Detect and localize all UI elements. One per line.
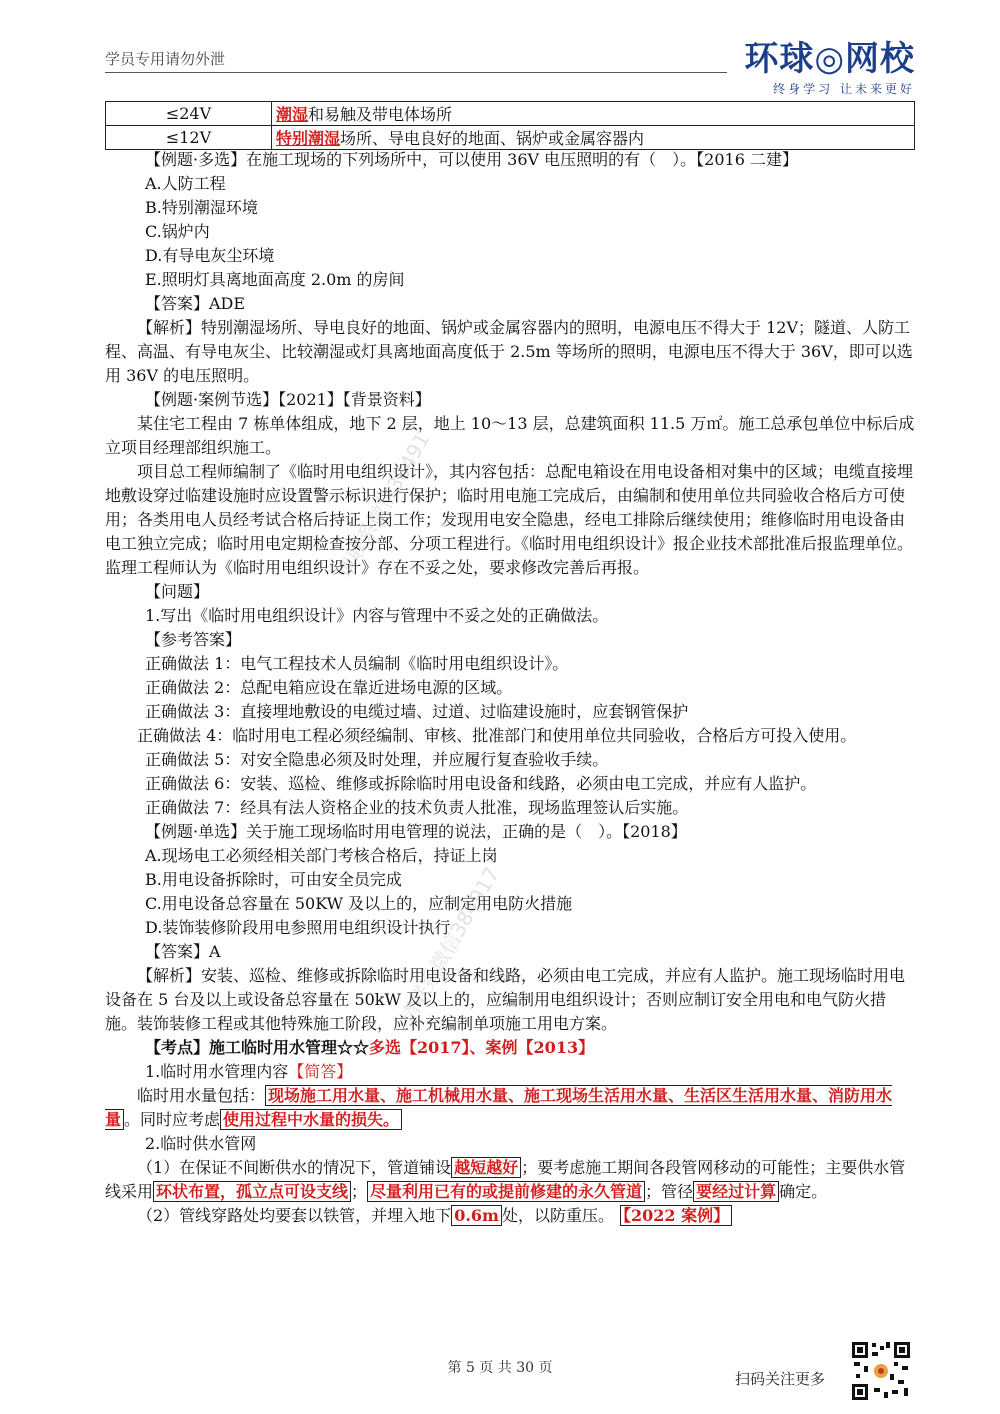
option: C.锅炉内 <box>145 222 210 241</box>
case-paragraph: 项目总工程师编制了《临时用电组织设计》，其内容包括：总配电箱设在用电设备相对集中的区域；电缆直接埋地敷设穿过临建设施时应设置警示标识进行保护；临时用电施工完成后，由编制和使用单位共同验收合格后方可使用；各类用电人员经考试合格后持证上岗工作；发现用电安全隐患，经电工排除后继续使用；维修临时用电设备由电工独立完成；临时用电定期检查按分部、分项工程进行。《临时用电组织设计》报企业技术部批准后报监理单位。监理工程师认为《临时用电组织设计》存在不妥之处，要求修改完善后再报。 <box>105 462 914 577</box>
watermark-text: 请联系微信384917 <box>394 862 504 1028</box>
reference-answer: 正确做法 5：对安全隐患必须及时处理，并应履行复查验收手续。 <box>145 750 609 769</box>
analysis: 【解析】安装、巡检、维修或拆除临时用电设备和线路，必须由电工完成，并应有人监护。施工现场临时用电设备在 5 台及以上或设备总容量在 50kW 及以上的，应编制用电组织设计；否则应制订安全用电和电气防火措施。装饰装修工程或其他特殊施工阶段，应补充编制单项施工用电方案。 <box>105 966 906 1033</box>
reference-answer: 正确做法 1：电气工程技术人员编制《临时用电组织设计》。 <box>145 654 569 673</box>
logo <box>735 40 915 97</box>
reference-answer: 正确做法 2：总配电箱应设在靠近进场电源的区域。 <box>145 678 513 697</box>
table-row <box>106 102 915 126</box>
place-cell <box>272 102 915 126</box>
section-title: 2.临时供水管网 <box>145 1134 257 1153</box>
option: B.特别潮湿环境 <box>145 198 258 217</box>
section-tag: 【简答】 <box>288 1062 353 1081</box>
header-divider <box>105 72 727 73</box>
option: D.装饰装修阶段用电参照用电组织设计执行 <box>145 918 451 937</box>
voltage-table <box>105 101 915 150</box>
qr-caption: 扫码关注更多 <box>735 1370 826 1388</box>
answer: 【答案】ADE <box>145 294 246 313</box>
text: ；管径 <box>645 1182 694 1201</box>
case-title: 【例题·案例节选】【2021】【背景资料】 <box>145 390 431 409</box>
highlight-term: 潮湿 <box>276 105 309 124</box>
pipe-paragraph <box>105 1156 915 1204</box>
logo-title: 环球◎网校 <box>744 39 915 79</box>
place-cell <box>272 126 915 150</box>
text: 确定。 <box>779 1182 828 1201</box>
voltage-cell: ≤12V <box>106 126 272 150</box>
boxed-highlight: 要经过计算 <box>693 1181 779 1202</box>
boxed-highlight: 使用过程中水量的损失。 <box>220 1109 402 1130</box>
boxed-highlight: 尽量利用已有的或提前修建的永久管道 <box>367 1181 645 1202</box>
section-title <box>105 1060 915 1084</box>
kaodian-heading <box>105 1036 915 1060</box>
page-header <box>105 39 915 102</box>
section-title-text: 1.临时用水管理内容 <box>145 1062 289 1081</box>
place-text: 和易触及带电体场所 <box>308 105 453 124</box>
case-paragraph: 某住宅工程由 7 栋单体组成，地下 2 层，地上 10～13 层，总建筑面积 11.5 万㎡。施工总承包单位中标后成立项目经理部组织施工。 <box>105 414 915 457</box>
analysis: 【解析】特别潮湿场所、导电良好的地面、锅炉或金属容器内的照明，电源电压不得大于 12V；隧道、人防工程、高温、有导电灰尘、比较潮湿或灯具离地面高度低于 2.5m 等场所的照明，电源电压不得大于 36V，即可以选用 36V 的电压照明。 <box>105 318 913 385</box>
option: E.照明灯具离地面高度 2.0m 的房间 <box>145 270 405 289</box>
qr-code-icon <box>850 1340 912 1402</box>
question-text: 1.写出《临时用电组织设计》内容与管理中不妥之处的正确做法。 <box>145 606 609 625</box>
lead-text: 临时用水量包括： <box>137 1086 266 1105</box>
option: A.现场电工必须经相关部门考核合格后，持证上岗 <box>145 846 498 865</box>
text: ；要考虑施工期间各段管网移动的可能性；主要供水管线采用 <box>105 1158 906 1201</box>
page-number: 第 5 页 共 30 页 <box>447 1360 553 1376</box>
highlight-term: 特别潮湿 <box>276 129 341 148</box>
text: （1）在保证不间断供水的情况下，管道铺设 <box>137 1158 452 1177</box>
place-text: 场所、导电良好的地面、锅炉或金属容器内 <box>340 129 645 148</box>
table-row <box>106 126 915 150</box>
option: A.人防工程 <box>145 174 226 193</box>
text: ； <box>351 1182 368 1201</box>
water-usage-paragraph <box>105 1084 915 1132</box>
boxed-highlight: 现场施工用水量、施工机械用水量、施工现场生活用水量、生活区生活用水量、消防用水量 <box>105 1086 893 1129</box>
reference-answer: 正确做法 7：经具有法人资格企业的技术负责人批准，现场监理签认后实施。 <box>145 798 689 817</box>
text: 处，以防重压。 <box>501 1206 614 1225</box>
mid-text: 。同时应考虑 <box>124 1110 221 1129</box>
answer: 【答案】A <box>145 942 221 961</box>
kaodian-title: 【考点】施工临时用水管理☆☆ <box>145 1038 370 1057</box>
boxed-highlight: 越短越好 <box>451 1157 521 1178</box>
option: B.用电设备拆除时，可由安全员完成 <box>145 870 402 889</box>
question-title: 【例题·多选】在施工现场的下列场所中，可以使用 36V 电压照明的有（ ）。【2016 二建】 <box>145 150 798 169</box>
option: D.有导电灰尘环境 <box>145 246 275 265</box>
logo-slogan: 终身学习 让未来更好 <box>773 82 915 96</box>
confidential-note: 学员专用请勿外泄 <box>105 50 226 68</box>
pipe-paragraph <box>105 1204 915 1228</box>
boxed-tag: 【2022 案例】 <box>620 1205 732 1226</box>
boxed-highlight: 0.6m <box>451 1205 502 1226</box>
reference-answer: 正确做法 4：临时用电工程必须经编制、审核、批准部门和使用单位共同验收，合格后方可投入使用。 <box>137 726 857 745</box>
option: C.用电设备总容量在 50KW 及以上的，应制定用电防火措施 <box>145 894 573 913</box>
watermark-text: 请联系微信38491 <box>331 428 435 583</box>
boxed-highlight: 环状布置，孤立点可设支线 <box>153 1181 351 1202</box>
voltage-cell: ≤24V <box>106 102 272 126</box>
reference-answer: 正确做法 3：直接埋地敷设的电缆过墙、过道、过临建设施时，应套钢管保护 <box>145 702 689 721</box>
text: （2）管线穿路处均要套以铁管，并埋入地下 <box>137 1206 452 1225</box>
reference-answer: 正确做法 6：安装、巡检、维修或拆除临时用电设备和线路，必须由电工完成，并应有人监护。 <box>145 774 817 793</box>
reference-label: 【参考答案】 <box>145 630 242 649</box>
question-title: 【例题·单选】关于施工现场临时用电管理的说法，正确的是（ ）。【2018】 <box>145 822 687 841</box>
kaodian-years: 多选【2017】、案例【2013】 <box>369 1038 595 1057</box>
question-label: 【问题】 <box>145 582 210 601</box>
main-content <box>105 148 915 1228</box>
